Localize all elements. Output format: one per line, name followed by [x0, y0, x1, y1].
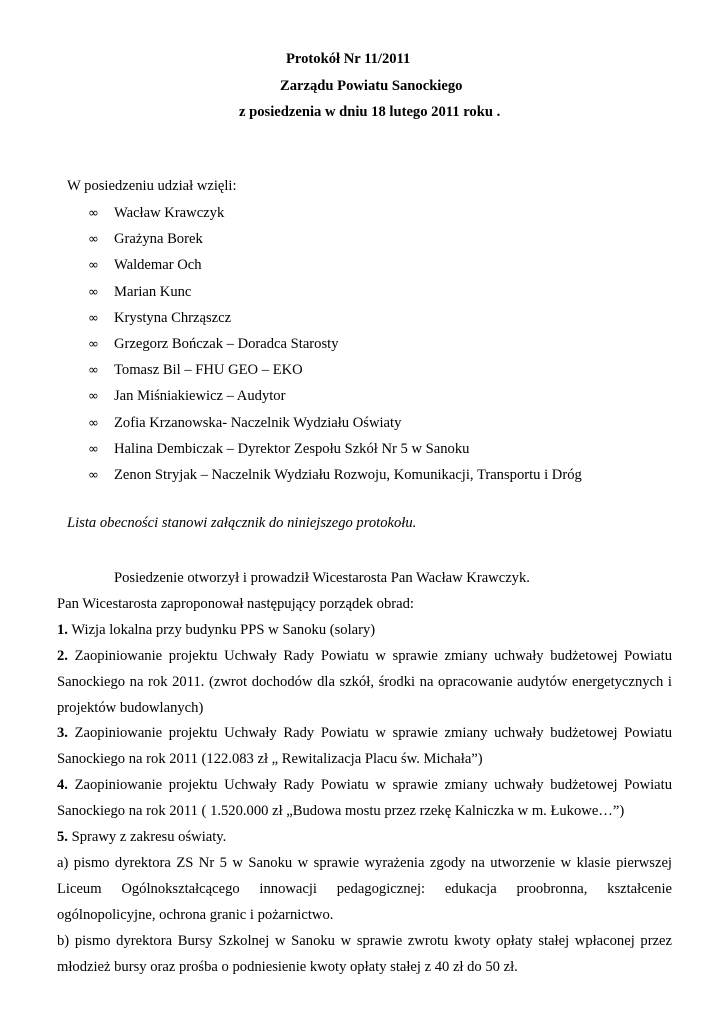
agenda-item	[57, 721, 672, 773]
infinity-bullet-icon: ∞	[88, 467, 99, 483]
attendance-list-note: Lista obecności stanowi załącznik do niniejszego protokołu.	[67, 515, 417, 531]
attendee-name: Jan Miśniakiewicz – Audytor	[114, 388, 286, 405]
agenda-item-text: Sprawy z zakresu oświaty.	[67, 829, 227, 846]
list-item	[88, 439, 582, 465]
agenda-item-number: 4.	[57, 777, 68, 794]
meeting-date-title: z posiedzenia w dniu 18 lutego 2011 roku .	[239, 104, 501, 120]
attendee-name: Grzegorz Bończak – Doradca Starosty	[114, 335, 339, 352]
infinity-bullet-icon: ∞	[88, 441, 99, 457]
protocol-body	[57, 566, 672, 981]
list-item	[88, 334, 582, 360]
infinity-bullet-icon: ∞	[88, 284, 99, 300]
attendee-name: Halina Dembiczak – Dyrektor Zespołu Szkół Nr 5 w Sanoku	[114, 440, 470, 457]
list-item	[88, 255, 582, 281]
attendee-list	[88, 203, 582, 491]
list-item	[88, 386, 582, 412]
infinity-bullet-icon: ∞	[88, 336, 99, 352]
agenda-item-text: Wizja lokalna przy budynku PPS w Sanoku (solary)	[67, 621, 376, 638]
agenda-item	[57, 773, 672, 825]
infinity-bullet-icon: ∞	[88, 415, 99, 431]
attendee-name: Zofia Krzanowska- Naczelnik Wydziału Oświaty	[114, 414, 402, 431]
attendee-name: Waldemar Och	[114, 257, 202, 274]
agenda-item-number: 2.	[57, 647, 68, 664]
agenda-item-text: Zaopiniowanie projektu Uchwały Rady Powiatu w sprawie zmiany uchwały budżetowej Powiatu Sanockiego na rok 2011 (122.083 zł „ Rewitalizacja Placu św. Michała”)	[57, 725, 672, 768]
infinity-bullet-icon: ∞	[88, 232, 99, 248]
attendee-name: Wacław Krawczyk	[114, 205, 225, 221]
education-sub-item: a) pismo dyrektora ZS Nr 5 w Sanoku w sprawie wyrażenia zgody na utworzenie w klasie pierwszej Liceum Ogólnokształcącego innowacji pedagogicznej: edukacja proobronna, kształcenie ogólnopolicyjne, ochrona granic i pożarnictwo.	[57, 854, 672, 923]
list-item	[88, 308, 582, 334]
agenda-item	[57, 825, 672, 851]
attendee-name: Tomasz Bil – FHU GEO – EKO	[114, 362, 303, 379]
list-item	[88, 360, 582, 386]
list-item	[88, 229, 582, 255]
list-item	[88, 203, 582, 229]
list-item	[88, 465, 582, 491]
protocol-number-title: Protokół Nr 11/2011	[286, 51, 411, 67]
opening-paragraph: Posiedzenie otworzył i prowadził Wicestarosta Pan Wacław Krawczyk.	[114, 570, 530, 586]
education-sub-item: b) pismo dyrektora Bursy Szkolnej w Sanoku w sprawie zwrotu kwoty opłaty stałej wpłaconej przez młodzież bursy oraz prośba o podniesienie kwoty opłaty stałej z 40 zł do 50 zł.	[57, 932, 672, 975]
attendee-name: Grażyna Borek	[114, 231, 203, 248]
infinity-bullet-icon: ∞	[88, 258, 99, 274]
board-name-title: Zarządu Powiatu Sanockiego	[280, 78, 463, 94]
agenda-item	[57, 644, 672, 722]
list-item	[88, 413, 582, 439]
agenda-item	[57, 618, 672, 644]
agenda-item-text: Zaopiniowanie projektu Uchwały Rady Powiatu w sprawie zmiany uchwały budżetowej Powiatu Sanockiego na rok 2011 ( 1.520.000 zł „Budowa mostu przez rzekę Kalniczka w m. Łukowe…”)	[57, 777, 672, 820]
agenda-item-number: 1.	[57, 621, 68, 638]
agenda-item-text: Zaopiniowanie projektu Uchwały Rady Powiatu w sprawie zmiany uchwały budżetowej Powiatu Sanockiego na rok 2011. (zwrot dochodów dla szkół, środki na opracowanie audytów energetycznych i projektów budowlanych)	[57, 647, 672, 716]
attendee-name: Krystyna Chrząszcz	[114, 309, 232, 326]
agenda-item-number: 5.	[57, 829, 68, 846]
attendance-intro: W posiedzeniu udział wzięli:	[67, 178, 237, 194]
attendee-name: Zenon Stryjak – Naczelnik Wydziału Rozwoju, Komunikacji, Transportu i Dróg	[114, 466, 582, 483]
attendee-name: Marian Kunc	[114, 283, 192, 300]
agenda-intro: Pan Wicestarosta zaproponował następujący porządek obrad:	[57, 595, 414, 612]
list-item	[88, 282, 582, 308]
infinity-bullet-icon: ∞	[88, 389, 99, 405]
infinity-bullet-icon: ∞	[88, 206, 99, 221]
infinity-bullet-icon: ∞	[88, 310, 99, 326]
agenda-item-number: 3.	[57, 725, 68, 742]
infinity-bullet-icon: ∞	[88, 363, 99, 379]
